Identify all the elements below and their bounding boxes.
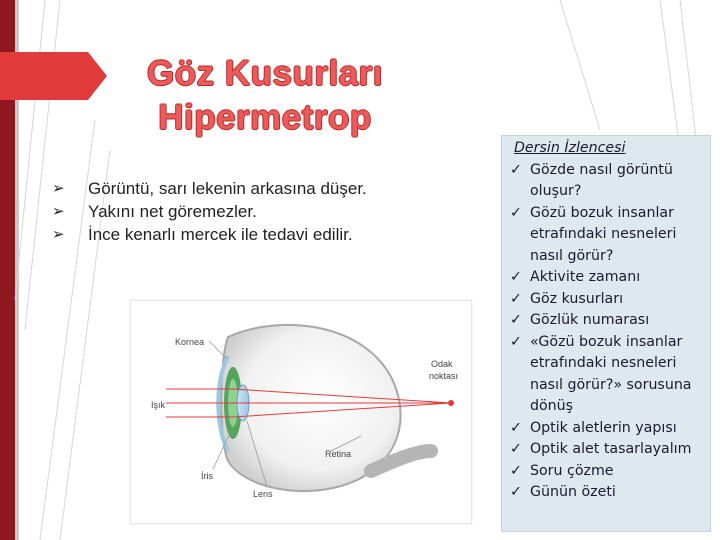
bullet-text: Görüntü, sarı lekenin arkasına düşer. bbox=[88, 179, 367, 198]
syllabus-item-text: Aktivite zamanı bbox=[530, 269, 641, 285]
bullet-item bbox=[52, 177, 472, 200]
check-icon: ✓ bbox=[510, 161, 522, 178]
label-isik: Işık bbox=[151, 400, 166, 410]
check-icon: ✓ bbox=[510, 462, 522, 479]
label-iris: İris bbox=[201, 471, 213, 481]
check-icon: ✓ bbox=[510, 419, 522, 436]
check-icon: ✓ bbox=[510, 269, 522, 285]
bullet-text: Yakını net göremezler. bbox=[88, 202, 257, 221]
title-arrow-shape bbox=[0, 52, 107, 100]
check-icon: ✓ bbox=[510, 290, 522, 307]
label-odak: Odak bbox=[431, 359, 453, 369]
syllabus-item bbox=[506, 482, 710, 504]
syllabus-item bbox=[506, 439, 710, 461]
label-kornea: Kornea bbox=[175, 337, 205, 347]
syllabus-item-text: Soru çözme bbox=[530, 462, 614, 479]
bullet-text: İnce kenarlı mercek ile tedavi edilir. bbox=[88, 225, 353, 244]
syllabus-item bbox=[506, 418, 710, 440]
bullet-item bbox=[52, 200, 472, 223]
bullet-list bbox=[52, 177, 472, 246]
bullet-item bbox=[52, 223, 472, 246]
syllabus-item bbox=[506, 289, 710, 311]
arrow-bullet-icon: ➢ bbox=[52, 179, 65, 197]
check-icon: ✓ bbox=[510, 333, 522, 350]
syllabus-item-text: Optik aletlerin yapısı bbox=[530, 419, 677, 436]
eye-diagram-illustration bbox=[131, 301, 471, 523]
arrow-bullet-icon: ➢ bbox=[52, 225, 65, 243]
title-line-2: Hipermetrop bbox=[158, 98, 372, 137]
syllabus-list bbox=[506, 160, 710, 504]
focal-point-marker bbox=[448, 400, 454, 406]
syllabus-item bbox=[506, 160, 710, 203]
title-line-1: Göz Kusurları bbox=[147, 54, 383, 93]
syllabus-heading: Dersin İzlencesi bbox=[514, 140, 626, 156]
slide-title bbox=[120, 52, 410, 140]
syllabus-item bbox=[506, 332, 710, 418]
syllabus-item bbox=[506, 267, 710, 289]
syllabus-item-text: Gözü bozuk insanlar etrafındaki nesneleri nasıl görür? bbox=[530, 204, 677, 264]
check-icon: ✓ bbox=[510, 204, 522, 221]
label-lens: Lens bbox=[253, 489, 273, 499]
syllabus-item bbox=[506, 310, 710, 332]
syllabus-panel bbox=[501, 135, 711, 532]
syllabus-item bbox=[506, 461, 710, 483]
check-icon: ✓ bbox=[510, 441, 522, 457]
syllabus-item-text: «Gözü bozuk insanlar etrafındaki nesneleri nasıl görür?» sorusuna dönüş bbox=[530, 333, 692, 414]
syllabus-item-text: Gözlük numarası bbox=[530, 312, 650, 328]
check-icon: ✓ bbox=[510, 312, 522, 328]
syllabus-item-text: Optik alet tasarlayalım bbox=[530, 441, 692, 457]
syllabus-item bbox=[506, 203, 710, 268]
syllabus-item-text: Göz kusurları bbox=[530, 290, 624, 307]
label-retina: Retina bbox=[325, 449, 352, 459]
eye-diagram bbox=[130, 300, 472, 524]
syllabus-item-text: Gözde nasıl görüntü oluşur? bbox=[530, 161, 673, 199]
syllabus-item-text: Günün özeti bbox=[530, 484, 616, 500]
check-icon: ✓ bbox=[510, 484, 522, 500]
arrow-bullet-icon: ➢ bbox=[52, 202, 65, 220]
label-noktasi: noktası bbox=[429, 371, 459, 381]
